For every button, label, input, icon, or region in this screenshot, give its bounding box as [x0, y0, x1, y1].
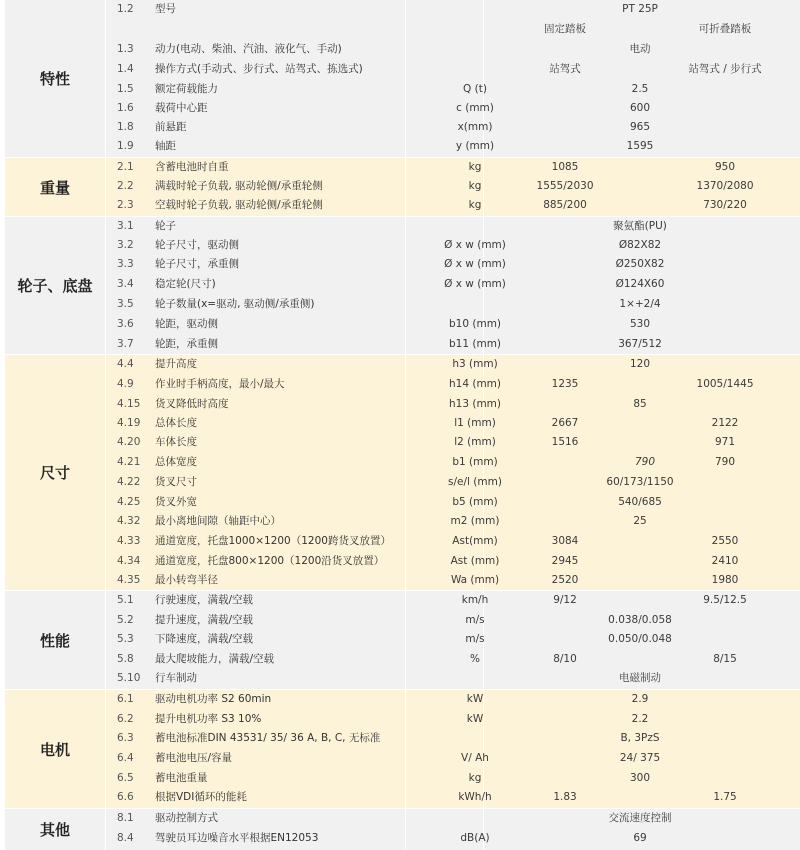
spec-name: 货叉外宽: [155, 496, 197, 508]
spec-number: 5.2: [117, 614, 134, 626]
section-performance: [5, 591, 800, 689]
spec-number: 4.15: [117, 398, 141, 410]
spec-name: 操作方式(手动式、步行式、站驾式、拣选式): [155, 63, 363, 75]
spec-row: [5, 630, 800, 650]
spec-name: 最小转弯半径: [155, 574, 218, 586]
spec-value-fixed: 9/12: [553, 594, 577, 606]
spec-row: [5, 650, 800, 670]
spec-row: [5, 690, 800, 710]
spec-unit: kg: [468, 180, 482, 192]
spec-row: [5, 591, 800, 611]
spec-value: 电动: [629, 43, 651, 55]
spec-unit: Ø x w (mm): [444, 278, 506, 290]
spec-unit: Q (t): [463, 83, 487, 95]
spec-value-fixed: 1085: [551, 161, 579, 173]
spec-name: 额定荷载能力: [155, 83, 218, 95]
section-weight: [5, 158, 800, 216]
spec-name: 蓄电池电压/容量: [155, 752, 233, 764]
spec-name: 空载时轮子负载, 驱动轮侧/承重轮侧: [155, 199, 323, 211]
spec-value-fixed: 1.83: [553, 791, 577, 803]
spec-number: 4.19: [117, 417, 141, 429]
spec-unit: kg: [468, 199, 482, 211]
spec-number: 3.2: [117, 239, 134, 251]
spec-number: 3.6: [117, 318, 134, 330]
spec-unit: m/s: [465, 614, 485, 626]
spec-unit: c (mm): [456, 102, 494, 114]
spec-number: 6.5: [117, 772, 134, 784]
spec-number: 5.10: [117, 672, 141, 684]
spec-value-fixed: 790: [634, 456, 656, 468]
spec-number: 3.5: [117, 298, 134, 310]
spec-unit: y (mm): [455, 140, 495, 152]
spec-name: 轮子尺寸，驱动侧: [155, 239, 239, 251]
spec-value-folding: 730/220: [703, 199, 747, 211]
spec-row: [5, 749, 800, 769]
spec-unit: Ø x w (mm): [444, 239, 506, 251]
spec-row: [5, 532, 800, 552]
spec-name: 行车制动: [155, 672, 197, 684]
spec-number: 4.34: [117, 555, 141, 567]
spec-value-fixed: 2945: [551, 555, 579, 567]
spec-row: [5, 236, 800, 256]
spec-number: 4.21: [117, 456, 141, 468]
section-title: 特性: [39, 70, 70, 88]
spec-number: 1.2: [117, 3, 134, 15]
spec-value: 530: [629, 318, 651, 330]
spec-value-fixed: 2667: [551, 417, 579, 429]
spec-row: [5, 788, 800, 808]
spec-name: 通道宽度，托盘800×1200（1200沿货叉放置）: [155, 555, 385, 567]
spec-value: Ø250X82: [615, 258, 665, 270]
spec-row: [5, 20, 800, 40]
spec-unit: h3 (mm): [452, 358, 498, 370]
section-title: 轮子、底盘: [17, 277, 93, 295]
spec-value-folding: 950: [714, 161, 736, 173]
spec-name: 通道宽度，托盘1000×1200（1200跨货叉放置）: [155, 535, 391, 547]
spec-name: 车体长度: [155, 436, 197, 448]
spec-name: 型号: [155, 3, 176, 15]
spec-name: 提升电机功率 S3 10%: [155, 713, 262, 725]
spec-row: [5, 0, 800, 20]
spec-value: 540/685: [618, 496, 662, 508]
spec-value: Ø82X82: [618, 239, 662, 251]
spec-row: [5, 769, 800, 789]
spec-number: 5.8: [117, 653, 134, 665]
section-others: [5, 809, 800, 850]
spec-unit: b1 (mm): [452, 456, 498, 468]
spec-number: 6.1: [117, 693, 134, 705]
spec-value: 交流速度控制: [608, 812, 672, 824]
spec-unit: s/e/l (mm): [448, 476, 502, 488]
spec-value: 1×+2/4: [619, 298, 661, 310]
spec-name: 蓄电池重量: [155, 772, 208, 784]
section-title: 重量: [39, 178, 70, 197]
spec-value: 2.5: [631, 83, 649, 95]
section-title: 其他: [39, 821, 70, 839]
spec-number: 3.4: [117, 278, 134, 290]
spec-name: 轴距: [155, 140, 176, 152]
spec-name: 满载时轮子负载, 驱动轮侧/承重轮侧: [155, 180, 323, 192]
spec-name: 提升速度，满载/空载: [155, 614, 254, 626]
spec-row: [5, 40, 800, 60]
column-header-fixed-platform: 固定踏板: [544, 23, 586, 35]
spec-row: [5, 571, 800, 591]
spec-value-folding: 971: [714, 436, 736, 448]
spec-name: 下降速度，满载/空载: [155, 633, 254, 645]
section-title: 性能: [39, 631, 70, 650]
spec-value: 0.050/0.048: [608, 633, 672, 645]
spec-unit: kWh/h: [458, 791, 492, 803]
spec-row: [5, 512, 800, 532]
spec-unit: h13 (mm): [449, 398, 502, 410]
spec-row: [5, 118, 800, 138]
spec-value: 1595: [626, 140, 654, 152]
spec-unit: Ast(mm): [452, 535, 498, 547]
spec-value-folding: 2550: [711, 535, 739, 547]
spec-row: [5, 158, 800, 178]
spec-name: 驾驶员耳边噪音水平根据EN12053: [155, 832, 319, 844]
spec-number: 6.6: [117, 791, 134, 803]
spec-row: [5, 355, 800, 375]
spec-row: [5, 295, 800, 315]
spec-value: 电磁制动: [619, 672, 661, 684]
spec-number: 6.4: [117, 752, 134, 764]
column-header-folding-platform: 可折叠踏板: [698, 23, 752, 35]
spec-value: 2.2: [631, 713, 649, 725]
spec-value-folding: 2122: [711, 417, 739, 429]
spec-value-folding: 2410: [711, 555, 739, 567]
spec-unit: kW: [466, 693, 484, 705]
spec-row: [5, 315, 800, 335]
spec-name: 轮子尺寸，承重侧: [155, 258, 239, 270]
spec-value-folding: 790: [714, 456, 736, 468]
spec-unit: b5 (mm): [452, 496, 498, 508]
spec-value: 965: [629, 121, 651, 133]
spec-value: 120: [629, 358, 651, 370]
spec-value: 69: [633, 832, 647, 844]
spec-name: 含蓄电池时自重: [155, 161, 229, 173]
spec-value: 2.9: [631, 693, 649, 705]
spec-value: 600: [629, 102, 651, 114]
section-title: 尺寸: [39, 464, 70, 482]
spec-number: 1.8: [117, 121, 134, 133]
spec-number: 2.3: [117, 199, 134, 211]
spec-name: 蓄电池标准DIN 43531/ 35/ 36 A, B, C, 无标准: [155, 732, 381, 744]
spec-unit: V/ Ah: [461, 752, 489, 764]
spec-unit: b10 (mm): [449, 318, 502, 330]
spec-value: 367/512: [618, 338, 662, 350]
spec-value-fixed: 8/10: [553, 653, 577, 665]
spec-number: 4.20: [117, 436, 141, 448]
spec-value: B, 3PzS: [620, 732, 660, 744]
spec-row: [5, 809, 800, 829]
spec-value-folding: 1005/1445: [696, 378, 754, 390]
spec-unit: b11 (mm): [449, 338, 502, 350]
spec-number: 8.4: [117, 832, 134, 844]
spec-number: 3.3: [117, 258, 134, 270]
spec-name: 最大爬坡能力，满载/空载: [155, 653, 275, 665]
spec-unit: km/h: [461, 594, 489, 606]
spec-name: 轮距，驱动侧: [155, 318, 218, 330]
spec-row: [5, 335, 800, 355]
spec-value: Ø124X60: [615, 278, 665, 290]
spec-value-folding: 站驾式 / 步行式: [688, 63, 762, 75]
spec-number: 2.2: [117, 180, 134, 192]
spec-number: 1.6: [117, 102, 134, 114]
spec-number: 4.22: [117, 476, 141, 488]
spec-name: 作业时手柄高度，最小/最大: [155, 378, 285, 390]
spec-value-fixed: 站驾式: [549, 63, 581, 75]
spec-unit: %: [470, 653, 480, 665]
spec-name: 驱动控制方式: [155, 812, 218, 824]
spec-name: 行驶速度，满载/空载: [155, 594, 254, 606]
spec-number: 3.1: [117, 220, 134, 232]
spec-number: 4.33: [117, 535, 141, 547]
spec-name: 总体宽度: [155, 456, 197, 468]
spec-value: 85: [633, 398, 647, 410]
spec-unit: h14 (mm): [449, 378, 502, 390]
spec-value: 300: [629, 772, 651, 784]
spec-number: 4.32: [117, 515, 141, 527]
spec-unit: Ast (mm): [450, 555, 500, 567]
spec-name: 货叉降低时高度: [155, 398, 229, 410]
spec-number: 6.3: [117, 732, 134, 744]
spec-value-fixed: 1555/2030: [536, 180, 594, 192]
spec-row: [5, 829, 800, 849]
spec-name: 轮子: [155, 220, 176, 232]
spec-row: [5, 375, 800, 395]
spec-name: 载荷中心距: [155, 102, 208, 114]
spec-name: 提升高度: [155, 358, 197, 370]
section-dimensions: [5, 355, 800, 590]
spec-name: 根据VDI循环的能耗: [155, 791, 247, 803]
spec-name: 货叉尺寸: [155, 476, 197, 488]
spec-row: [5, 414, 800, 434]
spec-value-folding: 8/15: [713, 653, 737, 665]
spec-number: 1.4: [117, 63, 134, 75]
spec-row: [5, 710, 800, 730]
spec-value-fixed: 3084: [551, 535, 579, 547]
spec-value-fixed: 1235: [551, 378, 579, 390]
spec-unit: kW: [466, 713, 484, 725]
spec-value-folding: 1.75: [713, 791, 737, 803]
spec-number: 1.5: [117, 83, 134, 95]
spec-row: [5, 611, 800, 631]
spec-value-fixed: 1516: [551, 436, 579, 448]
spec-number: 4.25: [117, 496, 141, 508]
spec-number: 8.1: [117, 812, 134, 824]
spec-unit: m/s: [465, 633, 485, 645]
spec-number: 6.2: [117, 713, 134, 725]
spec-number: 1.3: [117, 43, 134, 55]
spec-row: [5, 60, 800, 80]
spec-row: [5, 729, 800, 749]
spec-value-fixed: 885/200: [543, 199, 587, 211]
spec-value-fixed: 2520: [551, 574, 579, 586]
spec-name: 稳定轮(尺寸): [155, 278, 216, 290]
spec-row: [5, 217, 800, 237]
spec-value: 25: [633, 515, 647, 527]
spec-row: [5, 99, 800, 119]
spec-name: 驱动电机功率 S2 60min: [155, 693, 272, 705]
spec-row: [5, 669, 800, 689]
spec-row: [5, 177, 800, 197]
spec-value: 60/173/1150: [606, 476, 674, 488]
spec-row: [5, 552, 800, 572]
spec-unit: kg: [468, 772, 482, 784]
spec-row: [5, 433, 800, 453]
spec-name: 前悬距: [155, 121, 187, 133]
spec-name: 最小离地间隙（轴距中心）: [155, 515, 281, 527]
section-motor: [5, 690, 800, 808]
spec-row: [5, 196, 800, 216]
spec-value-folding: 9.5/12.5: [703, 594, 747, 606]
section-characteristics: [5, 0, 800, 157]
spec-row: [5, 255, 800, 275]
spec-number: 5.3: [117, 633, 134, 645]
spec-unit: l2 (mm): [454, 436, 496, 448]
spec-number: 2.1: [117, 161, 134, 173]
spec-value: 0.038/0.058: [608, 614, 672, 626]
spec-value-folding: 1980: [711, 574, 739, 586]
spec-name: 总体长度: [155, 417, 197, 429]
spec-row: [5, 473, 800, 493]
spec-number: 5.1: [117, 594, 134, 606]
spec-row: [5, 137, 800, 157]
spec-unit: dB(A): [460, 832, 490, 844]
spec-row: [5, 493, 800, 513]
spec-unit: Wa (mm): [450, 574, 500, 586]
spec-number: 1.9: [117, 140, 134, 152]
spec-row: [5, 275, 800, 295]
spec-value: 24/ 375: [619, 752, 661, 764]
spec-value: PT 25P: [622, 3, 658, 15]
section-wheels-chassis: [5, 217, 800, 354]
spec-row: [5, 80, 800, 100]
spec-row: [5, 395, 800, 415]
spec-number: 4.9: [117, 378, 134, 390]
spec-unit: l1 (mm): [454, 417, 496, 429]
spec-unit: x(mm): [457, 121, 493, 133]
spec-name: 轮子数量(x=驱动, 驱动侧/承重侧): [155, 298, 315, 310]
spec-unit: Ø x w (mm): [444, 258, 506, 270]
spec-number: 3.7: [117, 338, 134, 350]
spec-name: 动力(电动、柴油、汽油、液化气、手动): [155, 43, 342, 55]
spec-unit: m2 (mm): [450, 515, 500, 527]
spec-number: 4.35: [117, 574, 141, 586]
spec-row: [5, 453, 800, 473]
spec-unit: kg: [468, 161, 482, 173]
spec-name: 轮距，承重侧: [155, 338, 218, 350]
spec-value: 聚氨酯(PU): [613, 220, 667, 232]
section-title: 电机: [39, 740, 70, 759]
spec-value-folding: 1370/2080: [696, 180, 754, 192]
spec-number: 4.4: [117, 358, 134, 370]
